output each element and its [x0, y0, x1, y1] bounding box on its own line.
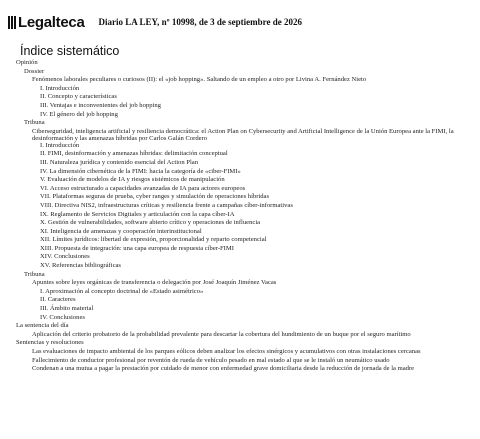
toc-chapter-link[interactable]: XIV. Conclusiones — [40, 253, 90, 261]
toc-chapter-link[interactable]: II. Concepto y características — [40, 93, 117, 101]
toc-article-link[interactable]: Las evaluaciones de impacto ambiental de los parques eólicos deben analizar los efectos sinérgicos y acumulativos con otras instalaciones cercanas — [32, 348, 421, 355]
toc-chapter-link[interactable]: I. Introducción — [40, 84, 80, 92]
brand-name: Legalteca — [18, 13, 85, 31]
page-header — [8, 12, 302, 32]
toc-chapter-link[interactable]: IV. La dimensión cibernética de la FIMI: hacia la categoría de «ciber-FIMI» — [40, 167, 241, 175]
toc-chapter-link[interactable]: VI. Acceso estructurado a capacidades avanzadas de IA para actores europeos — [40, 184, 246, 192]
page-title: Índice sistemático — [20, 44, 120, 58]
toc-article-link[interactable]: Aplicación del criterio probatorio de la probabilidad prevalente para descartar la cobertura del hundimiento de un buque por el seguro marítimo — [32, 330, 411, 338]
toc-chapter-link[interactable]: VII. Plataformas seguras de prueba, cyber ranges y simulación de operaciones híbridas — [40, 193, 270, 201]
toc-chapter-link[interactable]: IV. Conclusiones — [40, 313, 85, 321]
toc-chapter-link[interactable]: XV. Referencias bibliográficas — [40, 262, 121, 270]
toc-chapter-link[interactable]: I. Introducción — [40, 141, 80, 149]
toc-chapter-link[interactable]: III. Ventajas e inconvenientes del job hopping — [40, 101, 161, 109]
toc-section: Sentencias y resoluciones — [16, 339, 84, 347]
toc-chapter-link[interactable]: XIII. Propuesta de integración: una capa europea de respuesta cíber-FIMI — [40, 244, 234, 252]
toc-chapter-link[interactable]: II. FIMI, desinformación y amenazas híbridas: delimitación conceptual — [40, 150, 228, 158]
toc-chapter-link[interactable]: IV. El género del job hopping — [40, 110, 118, 118]
toc-chapter-link[interactable]: IX. Reglamento de Servicios Digitales y articulación con la capa cíber-IA — [40, 210, 235, 218]
toc-chapter-link[interactable]: XI. Inteligencia de amenazas y cooperación interinstitucional — [40, 227, 202, 235]
toc-section: La sentencia del día — [16, 322, 69, 330]
toc-article-link[interactable]: Condenan a una mutua a pagar la prestación por cuidado de menor con enfermedad grave domiciliaria desde la reducción de jornada de la madre — [32, 365, 415, 373]
toc-chapter-link[interactable]: XII. Límites jurídicos: libertad de expresión, proporcionalidad y reparto competencial — [40, 236, 267, 244]
toc-article-link[interactable]: Fallecimiento de conductor profesional por reventón de rueda de vehículo pesado en mal estado al que se le instaló un neumático usado — [32, 356, 390, 364]
toc-chapter-link[interactable]: II. Caracteres — [40, 296, 76, 304]
journal-issue: Diario LA LEY, nº 10998, de 3 de septiembre de 2026 — [98, 17, 302, 27]
toc-chapter-link[interactable]: X. Gestión de vulnerabilidades, software abierto crítico y operaciones de influencia — [40, 219, 261, 227]
toc-article-link[interactable]: Ciberseguridad, inteligencia artificial y resiliencia democrática: el Action Plan on Cybersecurity and Artificial Intelligence de la Unión Europea ante la FIMI, la desinformación y las amenazas híbridas por Carlos Galán Cordero — [32, 127, 454, 142]
legalteca-logo[interactable] — [8, 14, 85, 31]
toc-chapter-link[interactable]: III. Naturaleza jurídica y contenido esencial del Action Plan — [40, 158, 199, 166]
toc-chapter-link[interactable]: VIII. Directiva NIS2, infraestructuras críticas y resiliencia frente a campañas cíber-informativas — [40, 201, 293, 209]
toc-section: Opinión — [16, 59, 38, 66]
toc-subsection: Tribuna — [24, 270, 45, 278]
toc-subsection: Tribuna — [24, 119, 45, 127]
toc-chapter-link[interactable]: I. Aproximación al concepto doctrinal de «Estado asimétrico» — [40, 287, 204, 295]
toc-subsection: Dossier — [24, 67, 45, 75]
toc-article-link[interactable]: Apuntes sobre leyes orgánicas de transferencia o delegación por José Joaquín Jiménez Vacas — [32, 279, 277, 287]
toc-article-link[interactable]: Fenómenos laborales peculiares o curiosos (II): el «job hopping». Saltando de un empleo a otro por Livina A. Fernández Nieto — [32, 76, 367, 84]
logo-bars-icon — [8, 16, 16, 29]
toc-chapter-link[interactable]: III. Ámbito material — [40, 305, 94, 313]
toc-chapter-link[interactable]: V. Evaluación de modelos de IA y riesgos sistémicos de manipulación — [40, 176, 225, 184]
table-of-contents — [0, 59, 480, 374]
